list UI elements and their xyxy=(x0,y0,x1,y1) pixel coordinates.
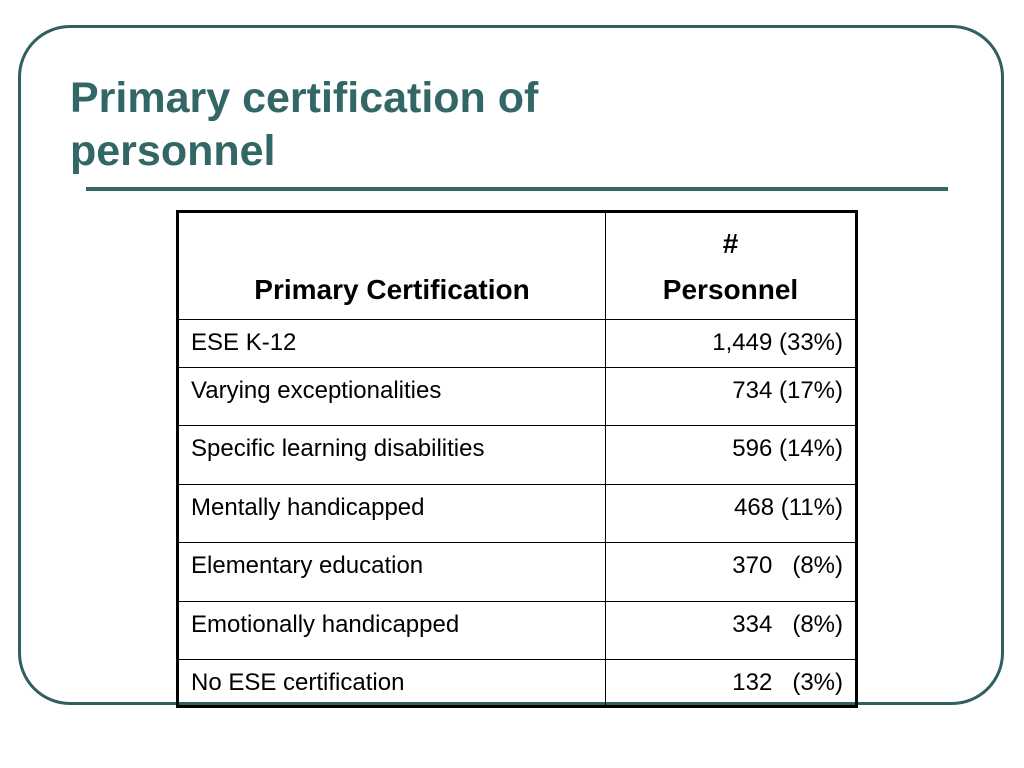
cell-personnel: 132 (3%) xyxy=(606,660,856,706)
header-personnel xyxy=(606,213,856,320)
cell-certification: Elementary education xyxy=(179,543,606,602)
certification-table xyxy=(178,212,856,706)
cell-certification: No ESE certification xyxy=(179,660,606,706)
cell-personnel: 334 (8%) xyxy=(606,602,856,660)
cell-certification: Varying exceptionalities xyxy=(179,368,606,426)
title-underline xyxy=(86,187,948,191)
table-header-row xyxy=(179,213,856,320)
cell-personnel: 734 (17%) xyxy=(606,368,856,426)
header-primary-certification: Primary Certification xyxy=(179,213,606,320)
table-row xyxy=(179,660,856,706)
slide-title xyxy=(70,72,538,178)
cell-certification: Mentally handicapped xyxy=(179,485,606,543)
table-row xyxy=(179,368,856,426)
cell-certification: Specific learning disabilities xyxy=(179,426,606,485)
title-line-1: Primary certification of xyxy=(70,74,539,122)
cell-personnel: 468 (11%) xyxy=(606,485,856,543)
cell-certification: Emotionally handicapped xyxy=(179,602,606,660)
table-row xyxy=(179,543,856,602)
table-row xyxy=(179,426,856,485)
title-line-2: personnel xyxy=(70,127,276,175)
table-row xyxy=(179,320,856,368)
cell-certification: ESE K-12 xyxy=(179,320,606,368)
table-row xyxy=(179,485,856,543)
cell-personnel: 596 (14%) xyxy=(606,426,856,485)
table-row xyxy=(179,602,856,660)
cell-personnel: 370 (8%) xyxy=(606,543,856,602)
header-personnel-label: Personnel xyxy=(662,274,799,305)
cell-personnel: 1,449 (33%) xyxy=(606,320,856,368)
header-personnel-symbol: # xyxy=(722,228,739,259)
